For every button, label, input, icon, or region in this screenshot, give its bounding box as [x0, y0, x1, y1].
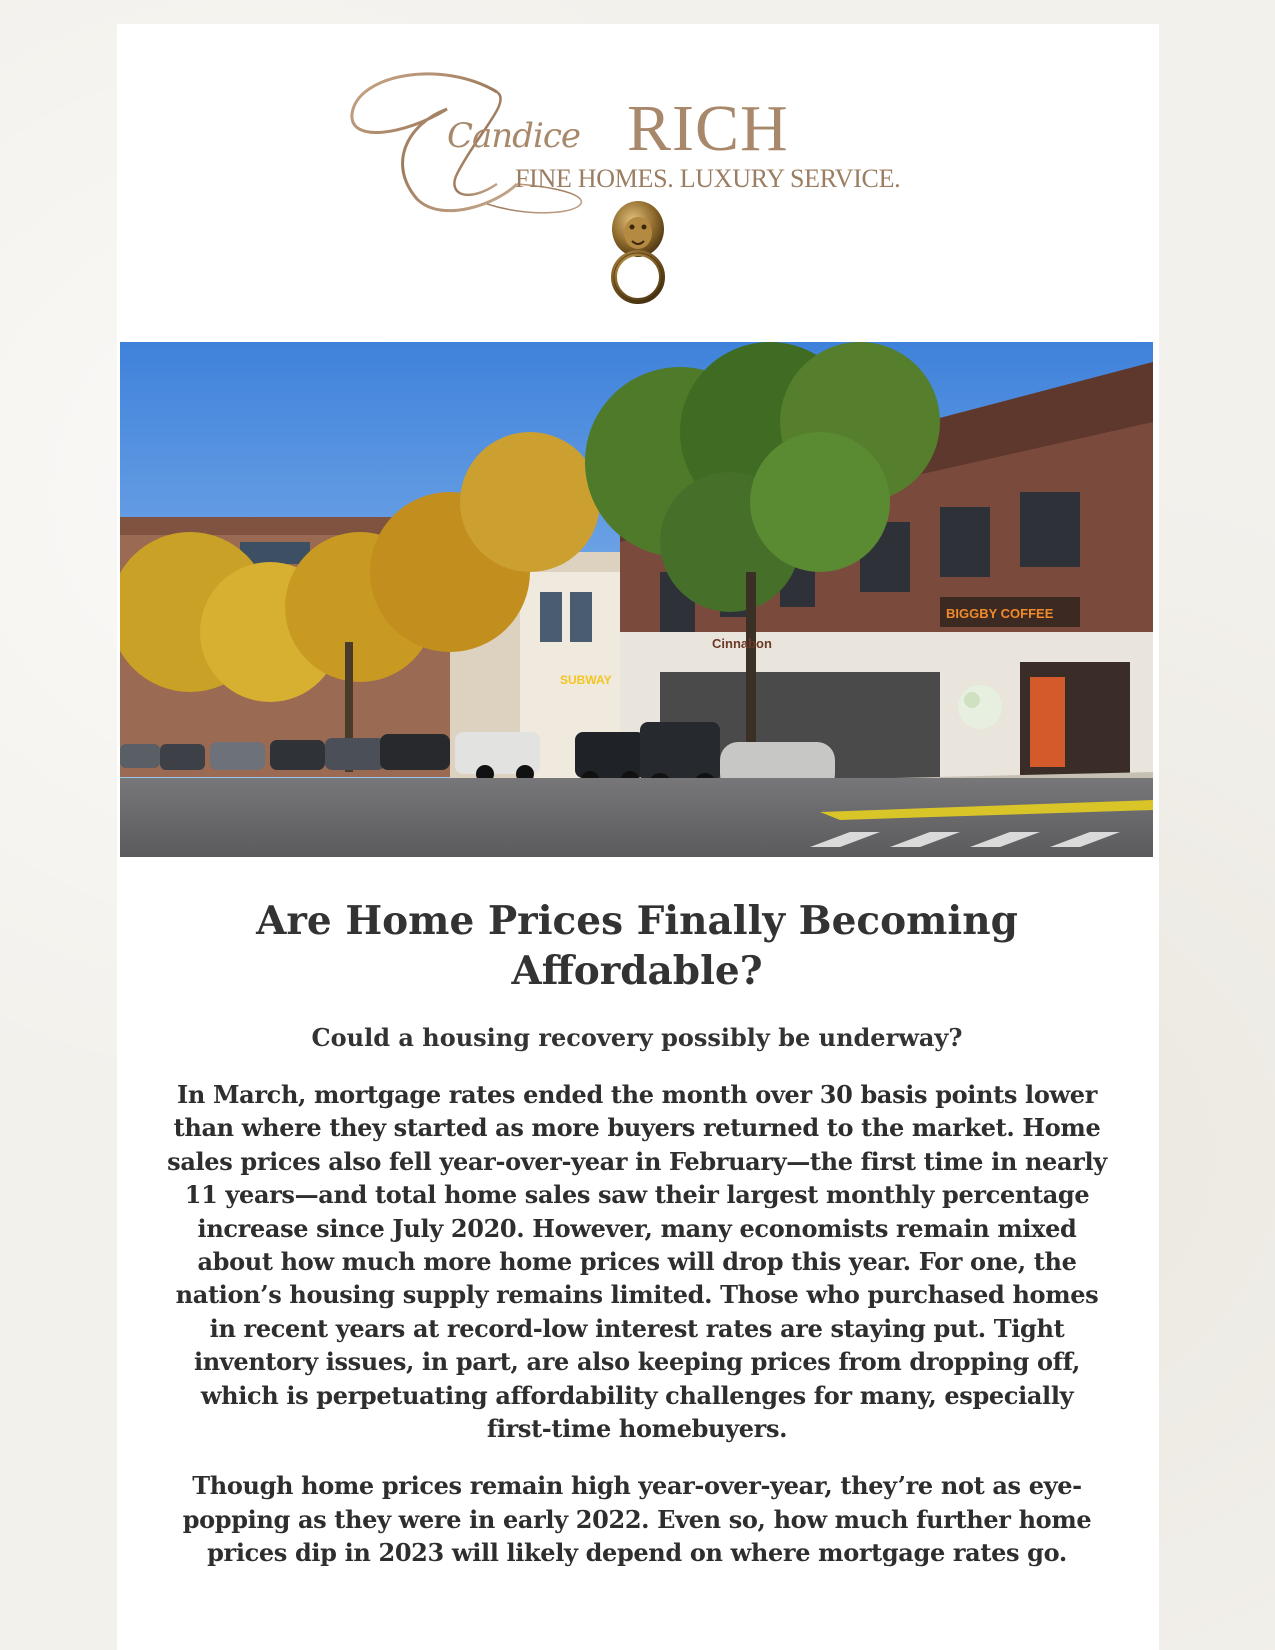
storefront-sign-cinnabon: Cinnabon [712, 636, 772, 651]
storefront-sign-subway: SUBWAY [560, 673, 612, 687]
street-scene-photo [120, 342, 1153, 857]
brand-script-name: Candice [447, 116, 580, 156]
article-title: Are Home Prices Finally Becoming Affordable? [256, 898, 1018, 994]
newsletter-sheet [117, 24, 1159, 1650]
article-paragraph-1: In March, mortgage rates ended the month over 30 basis points lower than where they started as more buyers returned to the market. Home sales prices also fell year-over-year in February—the first time in nearly 11 years—and total home sales saw their largest monthly percentage increase since July 2020. However, many economists remain mixed about how much more home prices will drop this year. For one, the nation’s housing supply remains limited. Those who purchased homes in recent years at record-low interest rates are staying put. Tight inventory issues, in part, are also keeping prices from dropping off, which is perpetuating affordability challenges for many, especially first-time homebuyers. [167, 1080, 1107, 1444]
brand-tagline: FINE HOMES. LUXURY SERVICE. [515, 164, 901, 193]
article-subtitle: Could a housing recovery possibly be underway? [311, 1023, 963, 1052]
storefront-sign-coffee: BIGGBY COFFEE [946, 606, 1054, 621]
article [167, 896, 1107, 1570]
article-paragraph-2: Though home prices remain high year-over-year, they’re not as eye-popping as they were in early 2022. Even so, how much further home prices dip in 2023 will likely depend on where mortgage rates go. [182, 1471, 1092, 1568]
brand-header [117, 24, 1159, 344]
lion-head-door-knocker-icon [605, 199, 671, 309]
brand-name: RICH [627, 92, 789, 165]
